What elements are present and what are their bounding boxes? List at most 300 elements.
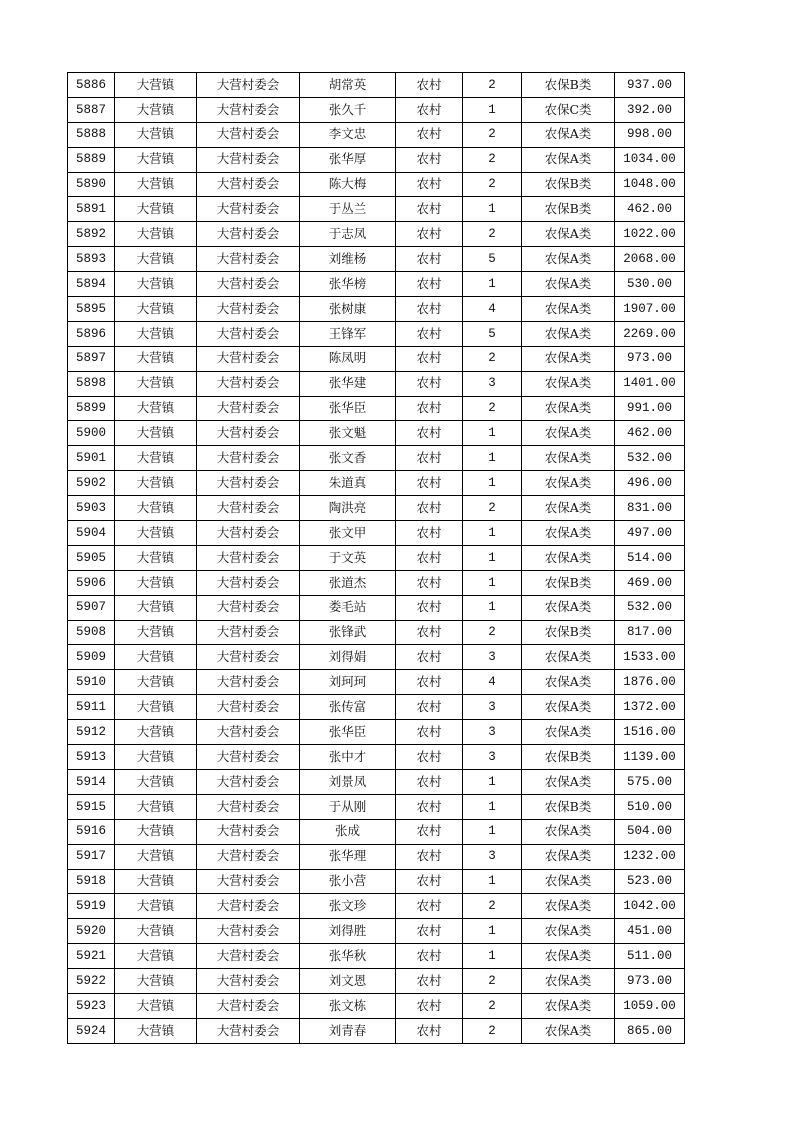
amount-cell: 1876.00 [615,670,685,695]
town-cell: 大营镇 [115,346,197,371]
serial-no-cell: 5892 [68,222,115,247]
serial-no-cell: 5904 [68,521,115,546]
village-committee-cell: 大营村委会 [197,147,300,172]
serial-no-cell: 5908 [68,620,115,645]
name-cell: 张文香 [300,446,396,471]
name-cell: 张成 [300,819,396,844]
household-type-cell: 农村 [396,297,463,322]
town-cell: 大营镇 [115,894,197,919]
people-count-cell: 5 [463,247,522,272]
town-cell: 大营镇 [115,869,197,894]
serial-no-cell: 5903 [68,496,115,521]
people-count-cell: 2 [463,122,522,147]
serial-no-cell: 5890 [68,172,115,197]
town-cell: 大营镇 [115,769,197,794]
category-cell: 农保A类 [522,670,615,695]
table-row [68,844,685,869]
people-count-cell: 1 [463,545,522,570]
people-count-cell: 2 [463,1018,522,1043]
village-committee-cell: 大营村委会 [197,545,300,570]
name-cell: 于志凤 [300,222,396,247]
table-body [68,73,685,1044]
name-cell: 朱道真 [300,471,396,496]
table-row [68,769,685,794]
people-count-cell: 2 [463,396,522,421]
name-cell: 张华厚 [300,147,396,172]
people-count-cell: 2 [463,496,522,521]
amount-cell: 973.00 [615,969,685,994]
name-cell: 于从刚 [300,794,396,819]
amount-cell: 998.00 [615,122,685,147]
people-count-cell: 3 [463,371,522,396]
serial-no-cell: 5919 [68,894,115,919]
amount-cell: 523.00 [615,869,685,894]
serial-no-cell: 5913 [68,745,115,770]
table-row [68,222,685,247]
household-type-cell: 农村 [396,172,463,197]
table-row [68,122,685,147]
people-count-cell: 2 [463,147,522,172]
serial-no-cell: 5888 [68,122,115,147]
town-cell: 大营镇 [115,993,197,1018]
serial-no-cell: 5912 [68,720,115,745]
village-committee-cell: 大营村委会 [197,794,300,819]
household-type-cell: 农村 [396,620,463,645]
village-committee-cell: 大营村委会 [197,346,300,371]
name-cell: 张华理 [300,844,396,869]
town-cell: 大营镇 [115,371,197,396]
people-count-cell: 1 [463,570,522,595]
table-row [68,172,685,197]
people-count-cell: 1 [463,869,522,894]
name-cell: 张华建 [300,371,396,396]
people-count-cell: 2 [463,73,522,98]
household-type-cell: 农村 [396,247,463,272]
people-count-cell: 1 [463,421,522,446]
category-cell: 农保A类 [522,471,615,496]
table-row [68,471,685,496]
name-cell: 陶洪亮 [300,496,396,521]
table-row [68,147,685,172]
serial-no-cell: 5886 [68,73,115,98]
people-count-cell: 1 [463,769,522,794]
table-row [68,371,685,396]
village-committee-cell: 大营村委会 [197,844,300,869]
people-count-cell: 2 [463,172,522,197]
category-cell: 农保A类 [522,297,615,322]
table-row [68,1018,685,1043]
household-type-cell: 农村 [396,720,463,745]
serial-no-cell: 5900 [68,421,115,446]
people-count-cell: 5 [463,321,522,346]
village-committee-cell: 大营村委会 [197,944,300,969]
amount-cell: 937.00 [615,73,685,98]
people-count-cell: 4 [463,670,522,695]
serial-no-cell: 5899 [68,396,115,421]
amount-cell: 1022.00 [615,222,685,247]
table-row [68,620,685,645]
category-cell: 农保A类 [522,695,615,720]
serial-no-cell: 5914 [68,769,115,794]
household-type-cell: 农村 [396,844,463,869]
household-type-cell: 农村 [396,122,463,147]
people-count-cell: 1 [463,819,522,844]
people-count-cell: 1 [463,446,522,471]
name-cell: 于丛兰 [300,197,396,222]
category-cell: 农保B类 [522,745,615,770]
category-cell: 农保A类 [522,545,615,570]
serial-no-cell: 5896 [68,321,115,346]
name-cell: 张华臣 [300,396,396,421]
serial-no-cell: 5902 [68,471,115,496]
serial-no-cell: 5923 [68,993,115,1018]
category-cell: 农保C类 [522,97,615,122]
category-cell: 农保A类 [522,993,615,1018]
serial-no-cell: 5887 [68,97,115,122]
serial-no-cell: 5924 [68,1018,115,1043]
people-count-cell: 3 [463,745,522,770]
amount-cell: 575.00 [615,769,685,794]
town-cell: 大营镇 [115,496,197,521]
category-cell: 农保A类 [522,122,615,147]
table-row [68,396,685,421]
name-cell: 张文甲 [300,521,396,546]
household-type-cell: 农村 [396,421,463,446]
category-cell: 农保A类 [522,396,615,421]
table-row [68,297,685,322]
town-cell: 大营镇 [115,147,197,172]
amount-cell: 530.00 [615,272,685,297]
serial-no-cell: 5910 [68,670,115,695]
name-cell: 刘青春 [300,1018,396,1043]
table-row [68,919,685,944]
village-committee-cell: 大营村委会 [197,894,300,919]
category-cell: 农保A类 [522,321,615,346]
table-row [68,695,685,720]
serial-no-cell: 5889 [68,147,115,172]
amount-cell: 469.00 [615,570,685,595]
town-cell: 大营镇 [115,446,197,471]
town-cell: 大营镇 [115,297,197,322]
name-cell: 王锋军 [300,321,396,346]
people-count-cell: 2 [463,222,522,247]
household-type-cell: 农村 [396,969,463,994]
category-cell: 农保A类 [522,769,615,794]
town-cell: 大营镇 [115,272,197,297]
amount-cell: 831.00 [615,496,685,521]
household-type-cell: 农村 [396,272,463,297]
name-cell: 刘得娟 [300,645,396,670]
name-cell: 张传富 [300,695,396,720]
amount-cell: 514.00 [615,545,685,570]
household-type-cell: 农村 [396,371,463,396]
name-cell: 张锋武 [300,620,396,645]
amount-cell: 392.00 [615,97,685,122]
name-cell: 张树康 [300,297,396,322]
household-type-cell: 农村 [396,446,463,471]
serial-no-cell: 5921 [68,944,115,969]
village-committee-cell: 大营村委会 [197,471,300,496]
village-committee-cell: 大营村委会 [197,720,300,745]
people-count-cell: 3 [463,844,522,869]
town-cell: 大营镇 [115,794,197,819]
people-count-cell: 1 [463,97,522,122]
category-cell: 农保A类 [522,346,615,371]
household-type-cell: 农村 [396,496,463,521]
town-cell: 大营镇 [115,720,197,745]
town-cell: 大营镇 [115,819,197,844]
category-cell: 农保A类 [522,496,615,521]
town-cell: 大营镇 [115,919,197,944]
amount-cell: 510.00 [615,794,685,819]
amount-cell: 973.00 [615,346,685,371]
name-cell: 张道杰 [300,570,396,595]
amount-cell: 1232.00 [615,844,685,869]
people-count-cell: 2 [463,969,522,994]
category-cell: 农保A类 [522,944,615,969]
village-committee-cell: 大营村委会 [197,620,300,645]
town-cell: 大营镇 [115,172,197,197]
household-type-cell: 农村 [396,919,463,944]
category-cell: 农保A类 [522,919,615,944]
people-count-cell: 2 [463,993,522,1018]
table-row [68,73,685,98]
table-row [68,944,685,969]
household-type-cell: 农村 [396,321,463,346]
village-committee-cell: 大营村委会 [197,869,300,894]
serial-no-cell: 5920 [68,919,115,944]
household-type-cell: 农村 [396,670,463,695]
category-cell: 农保A类 [522,645,615,670]
category-cell: 农保A类 [522,595,615,620]
town-cell: 大营镇 [115,97,197,122]
amount-cell: 1139.00 [615,745,685,770]
town-cell: 大营镇 [115,197,197,222]
table-row [68,969,685,994]
table-row [68,570,685,595]
village-committee-cell: 大营村委会 [197,247,300,272]
serial-no-cell: 5895 [68,297,115,322]
name-cell: 刘得胜 [300,919,396,944]
village-committee-cell: 大营村委会 [197,969,300,994]
serial-no-cell: 5898 [68,371,115,396]
amount-cell: 865.00 [615,1018,685,1043]
category-cell: 农保A类 [522,421,615,446]
category-cell: 农保A类 [522,247,615,272]
category-cell: 农保A类 [522,819,615,844]
serial-no-cell: 5917 [68,844,115,869]
serial-no-cell: 5911 [68,695,115,720]
people-count-cell: 1 [463,521,522,546]
name-cell: 张久千 [300,97,396,122]
name-cell: 娄毛站 [300,595,396,620]
name-cell: 胡常英 [300,73,396,98]
amount-cell: 1533.00 [615,645,685,670]
village-committee-cell: 大营村委会 [197,695,300,720]
town-cell: 大营镇 [115,471,197,496]
amount-cell: 1401.00 [615,371,685,396]
name-cell: 刘维杨 [300,247,396,272]
town-cell: 大营镇 [115,695,197,720]
category-cell: 农保A类 [522,446,615,471]
serial-no-cell: 5909 [68,645,115,670]
household-type-cell: 农村 [396,97,463,122]
category-cell: 农保A类 [522,147,615,172]
category-cell: 农保B类 [522,794,615,819]
data-table [67,72,685,1044]
town-cell: 大营镇 [115,247,197,272]
amount-cell: 532.00 [615,595,685,620]
serial-no-cell: 5897 [68,346,115,371]
category-cell: 农保A类 [522,1018,615,1043]
category-cell: 农保A类 [522,272,615,297]
amount-cell: 504.00 [615,819,685,844]
table-row [68,545,685,570]
name-cell: 张小营 [300,869,396,894]
amount-cell: 817.00 [615,620,685,645]
category-cell: 农保A类 [522,521,615,546]
name-cell: 张文魁 [300,421,396,446]
people-count-cell: 1 [463,919,522,944]
table-row [68,595,685,620]
town-cell: 大营镇 [115,421,197,446]
people-count-cell: 1 [463,471,522,496]
village-committee-cell: 大营村委会 [197,197,300,222]
people-count-cell: 1 [463,794,522,819]
table-row [68,521,685,546]
village-committee-cell: 大营村委会 [197,521,300,546]
town-cell: 大营镇 [115,944,197,969]
name-cell: 于文英 [300,545,396,570]
household-type-cell: 农村 [396,147,463,172]
name-cell: 李文忠 [300,122,396,147]
table-row [68,993,685,1018]
serial-no-cell: 5907 [68,595,115,620]
serial-no-cell: 5894 [68,272,115,297]
category-cell: 农保A类 [522,371,615,396]
village-committee-cell: 大营村委会 [197,97,300,122]
name-cell: 张文珍 [300,894,396,919]
amount-cell: 496.00 [615,471,685,496]
village-committee-cell: 大营村委会 [197,272,300,297]
amount-cell: 1034.00 [615,147,685,172]
table-row [68,496,685,521]
amount-cell: 991.00 [615,396,685,421]
amount-cell: 2269.00 [615,321,685,346]
category-cell: 农保B类 [522,197,615,222]
people-count-cell: 3 [463,720,522,745]
people-count-cell: 2 [463,620,522,645]
serial-no-cell: 5906 [68,570,115,595]
household-type-cell: 农村 [396,471,463,496]
category-cell: 农保A类 [522,869,615,894]
household-type-cell: 农村 [396,993,463,1018]
town-cell: 大营镇 [115,122,197,147]
town-cell: 大营镇 [115,645,197,670]
people-count-cell: 2 [463,894,522,919]
village-committee-cell: 大营村委会 [197,446,300,471]
town-cell: 大营镇 [115,321,197,346]
amount-cell: 462.00 [615,421,685,446]
name-cell: 刘珂珂 [300,670,396,695]
town-cell: 大营镇 [115,595,197,620]
village-committee-cell: 大营村委会 [197,570,300,595]
name-cell: 张华秋 [300,944,396,969]
name-cell: 张文栋 [300,993,396,1018]
village-committee-cell: 大营村委会 [197,595,300,620]
amount-cell: 1042.00 [615,894,685,919]
village-committee-cell: 大营村委会 [197,1018,300,1043]
category-cell: 农保B类 [522,620,615,645]
village-committee-cell: 大营村委会 [197,769,300,794]
town-cell: 大营镇 [115,670,197,695]
village-committee-cell: 大营村委会 [197,993,300,1018]
household-type-cell: 农村 [396,545,463,570]
village-committee-cell: 大营村委会 [197,496,300,521]
household-type-cell: 农村 [396,1018,463,1043]
table-row [68,894,685,919]
household-type-cell: 农村 [396,645,463,670]
amount-cell: 2068.00 [615,247,685,272]
amount-cell: 511.00 [615,944,685,969]
household-type-cell: 农村 [396,745,463,770]
name-cell: 张中才 [300,745,396,770]
table-row [68,97,685,122]
town-cell: 大营镇 [115,396,197,421]
serial-no-cell: 5893 [68,247,115,272]
name-cell: 张华榜 [300,272,396,297]
household-type-cell: 农村 [396,346,463,371]
village-committee-cell: 大营村委会 [197,819,300,844]
village-committee-cell: 大营村委会 [197,321,300,346]
people-count-cell: 3 [463,645,522,670]
table-row [68,197,685,222]
household-type-cell: 农村 [396,521,463,546]
town-cell: 大营镇 [115,222,197,247]
table-row [68,794,685,819]
town-cell: 大营镇 [115,73,197,98]
household-type-cell: 农村 [396,197,463,222]
town-cell: 大营镇 [115,570,197,595]
town-cell: 大营镇 [115,844,197,869]
category-cell: 农保A类 [522,844,615,869]
serial-no-cell: 5905 [68,545,115,570]
category-cell: 农保A类 [522,720,615,745]
table-row [68,645,685,670]
village-committee-cell: 大营村委会 [197,421,300,446]
amount-cell: 462.00 [615,197,685,222]
household-type-cell: 农村 [396,769,463,794]
name-cell: 陈凤明 [300,346,396,371]
serial-no-cell: 5901 [68,446,115,471]
table-row [68,272,685,297]
household-type-cell: 农村 [396,595,463,620]
category-cell: 农保A类 [522,222,615,247]
table-row [68,247,685,272]
household-type-cell: 农村 [396,222,463,247]
serial-no-cell: 5922 [68,969,115,994]
village-committee-cell: 大营村委会 [197,122,300,147]
serial-no-cell: 5891 [68,197,115,222]
people-count-cell: 4 [463,297,522,322]
village-committee-cell: 大营村委会 [197,396,300,421]
household-type-cell: 农村 [396,794,463,819]
household-type-cell: 农村 [396,894,463,919]
name-cell: 陈大梅 [300,172,396,197]
table-row [68,869,685,894]
table-row [68,819,685,844]
town-cell: 大营镇 [115,969,197,994]
